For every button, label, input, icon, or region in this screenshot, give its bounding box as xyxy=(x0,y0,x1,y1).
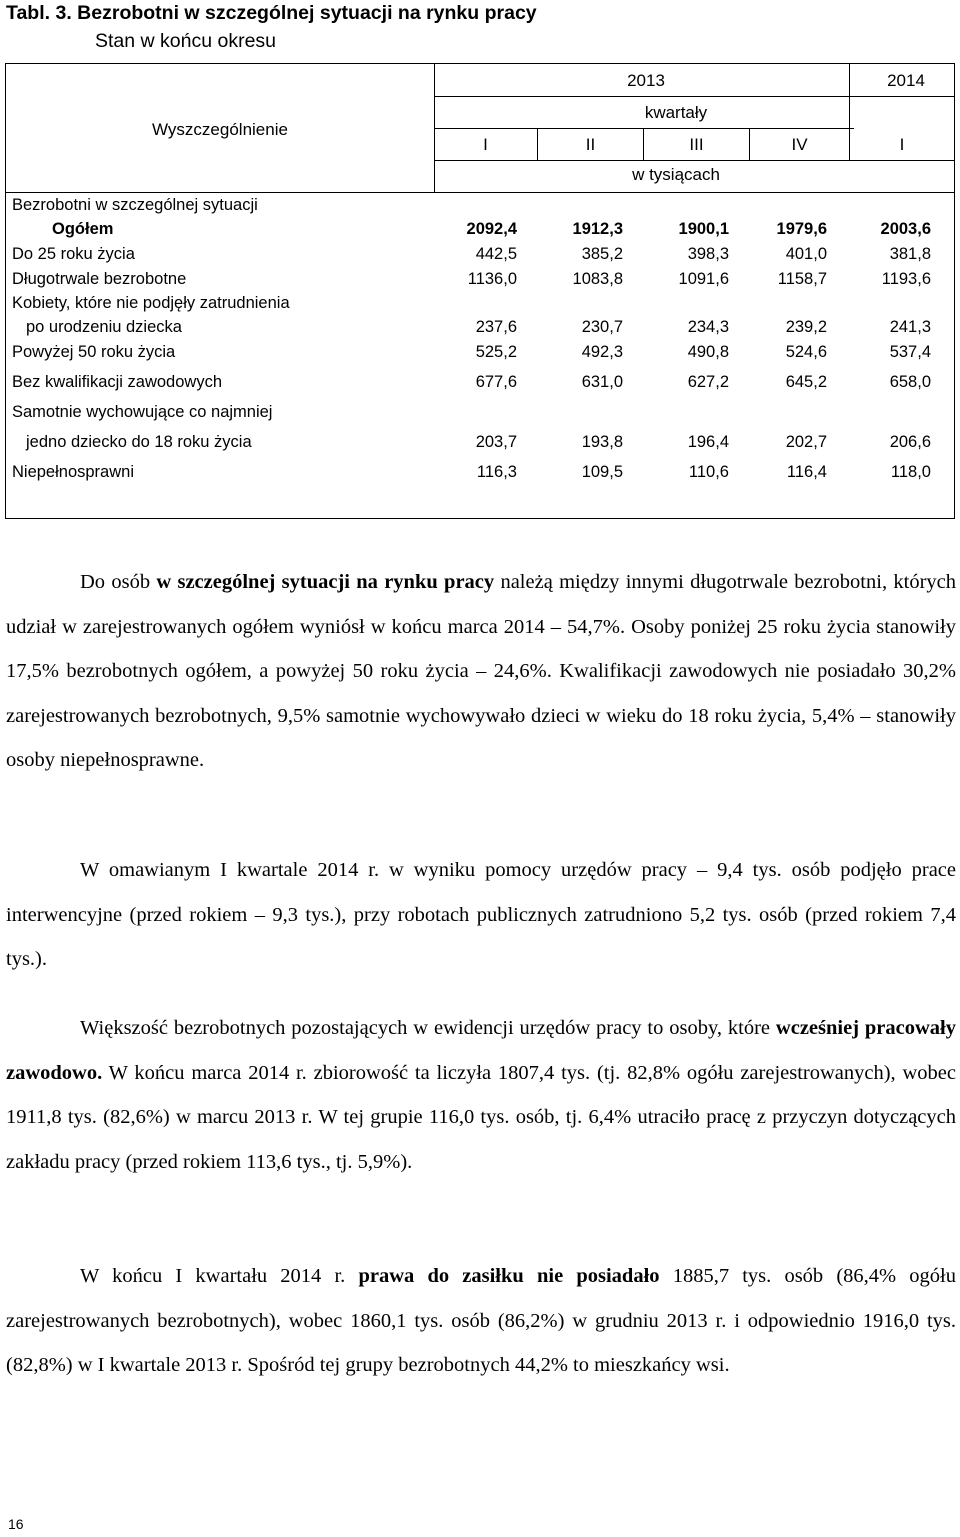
table-cell: 193,8 xyxy=(581,433,623,451)
page-number: 16 xyxy=(8,1516,24,1532)
paragraph-emphasis: prawa do zasiłku nie posiadało xyxy=(358,1265,660,1287)
table-cell: 658,0 xyxy=(889,373,931,391)
table-cell: 1912,3 xyxy=(572,220,623,238)
table-cell: 109,5 xyxy=(581,463,623,481)
table-number: Tabl. 3. xyxy=(6,2,72,24)
row-label: Długotrwale bezrobotne xyxy=(12,270,187,288)
table-cell: 490,8 xyxy=(687,343,729,361)
paragraph-3 xyxy=(6,1006,956,1184)
table-cell: 1193,6 xyxy=(881,270,931,288)
header-q4-2013: IV xyxy=(791,135,808,154)
paragraph-4 xyxy=(6,1254,956,1388)
table-cell: 116,4 xyxy=(786,463,827,481)
paragraph-text: Do osób xyxy=(80,571,157,593)
table-cell: 1083,8 xyxy=(572,270,623,288)
table-cell: 2092,4 xyxy=(466,220,517,238)
table-cell: 110,6 xyxy=(688,463,729,481)
row-label: Kobiety, które nie podjęły zatrudnienia xyxy=(12,294,290,312)
table-cell: 116,3 xyxy=(476,463,517,481)
table-cell: 398,3 xyxy=(687,245,729,263)
paragraph-text: W końcu marca 2014 r. zbiorowość ta liczyła 1807,4 tys. (tj. 82,8% ogółu zarejestrowanych), wobec 1911,8 tys. (82,6%) w marcu 2013 r. W tej grupie 116,0 tys. osób, tj. 6,4% utraciło pracę z przyczyn dotyczących zakładu pracy (przed rokiem 113,6 tys., tj. 5,9%). xyxy=(6,1061,956,1173)
table-cell: 385,2 xyxy=(581,245,623,263)
table-subtitle: Stan w końcu okresu xyxy=(95,30,277,52)
header-line-years xyxy=(434,96,954,97)
table-cell: 677,6 xyxy=(475,373,517,391)
table-cell: 1979,6 xyxy=(776,220,827,238)
table-cell: 241,3 xyxy=(889,318,931,336)
table-cell: 524,6 xyxy=(785,343,827,361)
header-line-bottom xyxy=(6,192,954,193)
row-label-continued: jedno dziecko do 18 roku życia xyxy=(26,433,252,451)
header-q1-2013: I xyxy=(483,135,488,154)
row-label: Bez kwalifikacji zawodowych xyxy=(12,373,222,391)
data-table xyxy=(5,63,955,519)
row-label: Do 25 roku życia xyxy=(12,245,135,263)
table-cell: 645,2 xyxy=(785,373,827,391)
header-unit: w tysiącach xyxy=(632,165,720,184)
header-line-kwartaly xyxy=(434,128,854,129)
header-line-quarters xyxy=(434,160,954,161)
row-label: Ogółem xyxy=(52,220,114,238)
table-cell: 1091,6 xyxy=(678,270,729,288)
paragraph-text: 1885,7 tys. osób (86,4% ogółu zarejestrowanych bezrobotnych), wobec 1860,1 tys. osób (86,2%) w grudniu 2013 r. i odpowiednio 1916,0 tys. (82,8%) w I kwartale 2013 r. Spośród tej grupy bezrobotnych 44,2% to mieszkańcy wsi. xyxy=(6,1265,956,1376)
header-q2-2013: II xyxy=(585,135,596,154)
paragraph-1 xyxy=(6,560,956,783)
row-label-continued: po urodzeniu dziecka xyxy=(26,318,182,336)
table-cell: 381,8 xyxy=(889,245,931,263)
table-cell: 401,0 xyxy=(785,245,827,263)
header-sep-2014 xyxy=(849,64,850,128)
paragraph-text: Większość bezrobotnych pozostających w ewidencji urzędów pracy to osoby, które xyxy=(80,1017,776,1039)
row-label: Samotnie wychowujące co najmniej xyxy=(12,403,273,421)
table-cell: 2003,6 xyxy=(880,220,931,238)
table-cell: 234,3 xyxy=(687,318,729,336)
table-cell: 492,3 xyxy=(581,343,623,361)
table-cell: 1158,7 xyxy=(777,270,827,288)
table-cell: 203,7 xyxy=(475,433,517,451)
paragraph-text: W omawianym I kwartale 2014 r. w wyniku pomocy urzędów pracy – 9,4 tys. osób podjęło prace interwencyjne (przed rokiem – 9,3 tys.), przy robotach publicznych zatrudniono 5,2 tys. osób (przed rokiem 7,4 tys.). xyxy=(6,859,956,970)
table-cell: 1900,1 xyxy=(678,220,729,238)
row-label: Niepełnosprawni xyxy=(12,463,134,481)
table-cell: 230,7 xyxy=(581,318,623,336)
paragraph-emphasis: wcześniej pracowały zawodowo. xyxy=(6,1017,957,1084)
paragraph-text: W końcu I kwartału 2014 r. xyxy=(80,1265,359,1287)
header-q1-2014: I xyxy=(899,135,905,154)
table-cell: 118,0 xyxy=(890,463,931,481)
row-label: Powyżej 50 roku życia xyxy=(12,343,176,361)
table-cell: 1136,0 xyxy=(467,270,517,288)
section-title: Bezrobotni w szczególnej sytuacji xyxy=(12,196,258,214)
header-stub: Wyszczególnienie xyxy=(152,120,288,139)
table-cell: 206,6 xyxy=(889,433,931,451)
table-cell: 237,6 xyxy=(475,318,517,336)
table-cell: 525,2 xyxy=(475,343,517,361)
paragraph-emphasis: w szczególnej sytuacji na rynku pracy xyxy=(156,571,495,593)
table-title xyxy=(6,0,537,26)
table-cell: 537,4 xyxy=(889,343,931,361)
table-cell: 627,2 xyxy=(687,373,729,391)
header-kwartaly: kwartały xyxy=(644,103,708,122)
header-year-2014: 2014 xyxy=(887,71,925,90)
table-cell: 202,7 xyxy=(785,433,827,451)
paragraph-2 xyxy=(6,848,956,982)
table-title-text: Bezrobotni w szczególnej sytuacji na rynku pracy xyxy=(77,2,537,24)
table-cell: 631,0 xyxy=(581,373,623,391)
paragraph-text: należą między innymi długotrwale bezrobotni, których udział w zarejestrowanych ogółem wyniósł w końcu marca 2014 – 54,7%. Osoby poniżej 25 roku życia stanowiły 17,5% bezrobotnych ogółem, a powyżej 50 roku życia – 24,6%. Kwalifikacji zawodowych nie posiadało 30,2% zarejestrowanych bezrobotnych, 9,5% samotnie wychowywało dzieci w wieku do 18 roku życia, 5,4% – stanowiły osoby niepełnosprawne. xyxy=(6,571,956,771)
table-cell: 239,2 xyxy=(785,318,827,336)
header-q3-2013: III xyxy=(689,135,704,154)
table-cell: 196,4 xyxy=(687,433,729,451)
table-cell: 442,5 xyxy=(475,245,517,263)
header-year-2013: 2013 xyxy=(627,71,665,90)
